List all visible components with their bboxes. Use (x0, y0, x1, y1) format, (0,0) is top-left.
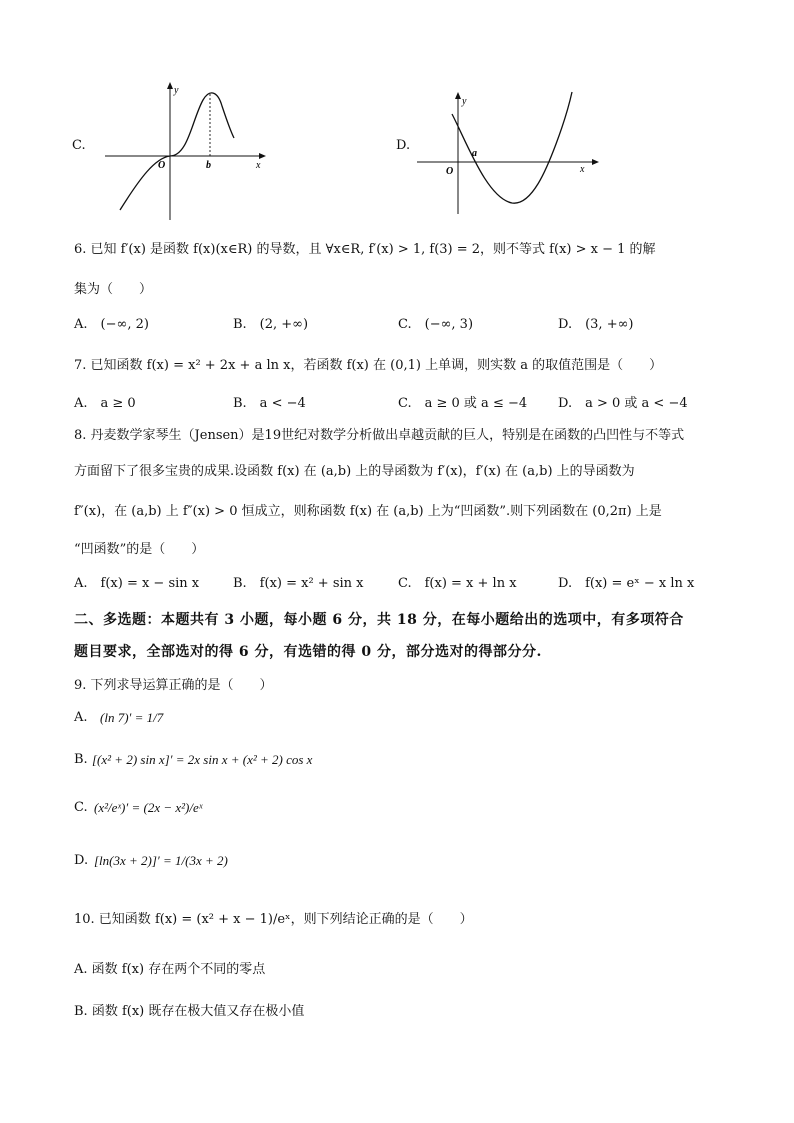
q6-stem-line1: 6. 已知 f′(x) 是函数 f(x)(x∈R) 的导数，且 ∀x∈R, f′(x) > 1, f(3) = 2，则不等式 f(x) > x − 1 的解 (74, 242, 656, 257)
q6-option-a: A. (−∞, 2) (74, 317, 149, 332)
q7-option-a: A. a ≥ 0 (74, 396, 136, 411)
graph-c-y-label: y (174, 85, 179, 96)
q9-option-b-label: B. (74, 752, 88, 767)
q7-option-b: B. a < −4 (233, 396, 306, 411)
q10-stem: 10. 已知函数 f(x) = (x² + x − 1)/eˣ，则下列结论正确的是（ ） (74, 912, 473, 927)
graph-d-a-label: a (472, 148, 477, 159)
q9-option-c-expr: (x²/eˣ)′ = (2x − x²)/eˣ (94, 800, 203, 815)
q9-option-c-label: C. (74, 800, 88, 815)
q7-option-c: C. a ≥ 0 或 a ≤ −4 (398, 396, 528, 411)
graph-d-origin: O (446, 166, 454, 177)
graph-d-y-arrow (455, 92, 461, 99)
q8-stem-line1: 8. 丹麦数学家琴生（Jensen）是19世纪对数学分析做出卓越贡献的巨人，特别是在函数的凸凹性与不等式 (74, 428, 685, 443)
q10-option-a: A. 函数 f(x) 存在两个不同的零点 (74, 962, 266, 977)
q10-option-b: B. 函数 f(x) 既存在极大值又存在极小值 (74, 1004, 305, 1019)
q6-option-d: D. (3, +∞) (558, 317, 634, 332)
graph-c-x-arrow (259, 153, 266, 159)
graph-c-curve (120, 93, 234, 210)
q8-option-a: A. f(x) = x − sin x (74, 576, 200, 591)
q8-stem-line2: 方面留下了很多宝贵的成果.设函数 f(x) 在 (a,b) 上的导函数为 f′(x)，f′(x) 在 (a,b) 上的导函数为 (74, 464, 635, 479)
graph-c-y-arrow (167, 82, 173, 89)
q6-stem-line2: 集为（ ） (74, 282, 153, 297)
q9-option-d-expr: [ln(3x + 2)]′ = 1/(3x + 2) (94, 853, 228, 868)
q9-option-b-expr: [(x² + 2) sin x]′ = 2x sin x + (x² + 2) cos x (92, 752, 313, 767)
q7-stem: 7. 已知函数 f(x) = x² + 2x + a ln x，若函数 f(x) 在 (0,1) 上单调，则实数 a 的取值范围是（ ） (74, 358, 663, 373)
q7-option-d: D. a > 0 或 a < −4 (558, 396, 688, 411)
graph-c (100, 78, 275, 223)
section2-heading-line2: 题目要求，全部选对的得 6 分，有选错的得 0 分，部分选对的得部分分. (74, 644, 542, 660)
graph-d-x-label: x (580, 164, 585, 175)
q8-option-c: C. f(x) = x + ln x (398, 576, 517, 591)
q8-stem-line3: f″(x)，在 (a,b) 上 f″(x) > 0 恒成立，则称函数 f(x) 在 (a,b) 上为“凹函数”.则下列函数在 (0,2π) 上是 (74, 504, 662, 519)
graph-c-origin: O (158, 160, 166, 171)
q9-stem: 9. 下列求导运算正确的是（ ） (74, 678, 273, 693)
graph-d-curve (452, 92, 572, 203)
graph-d-label: D. (396, 138, 411, 153)
section2-heading-line1: 二、多选题：本题共有 3 小题，每小题 6 分，共 18 分，在每小题给出的选项中，有多项符合 (74, 612, 684, 628)
q6-option-b: B. (2, +∞) (233, 317, 309, 332)
graph-d-y-label: y (462, 96, 467, 107)
graph-d (412, 88, 604, 218)
q9-option-d-label: D. (74, 853, 89, 868)
graph-d-x-arrow (592, 159, 599, 165)
q9-option-a-expr: (ln 7)′ = 1/7 (100, 710, 164, 725)
q9-option-a-label: A. (74, 710, 88, 725)
q8-option-b: B. f(x) = x² + sin x (233, 576, 364, 591)
graph-c-b-label: b (206, 160, 211, 171)
graph-c-label: C. (72, 138, 86, 153)
q8-stem-line4: “凹函数”的是（ ） (74, 542, 205, 557)
q8-option-d: D. f(x) = eˣ − x ln x (558, 576, 695, 591)
graph-c-x-label: x (256, 160, 261, 171)
q6-option-c: C. (−∞, 3) (398, 317, 474, 332)
